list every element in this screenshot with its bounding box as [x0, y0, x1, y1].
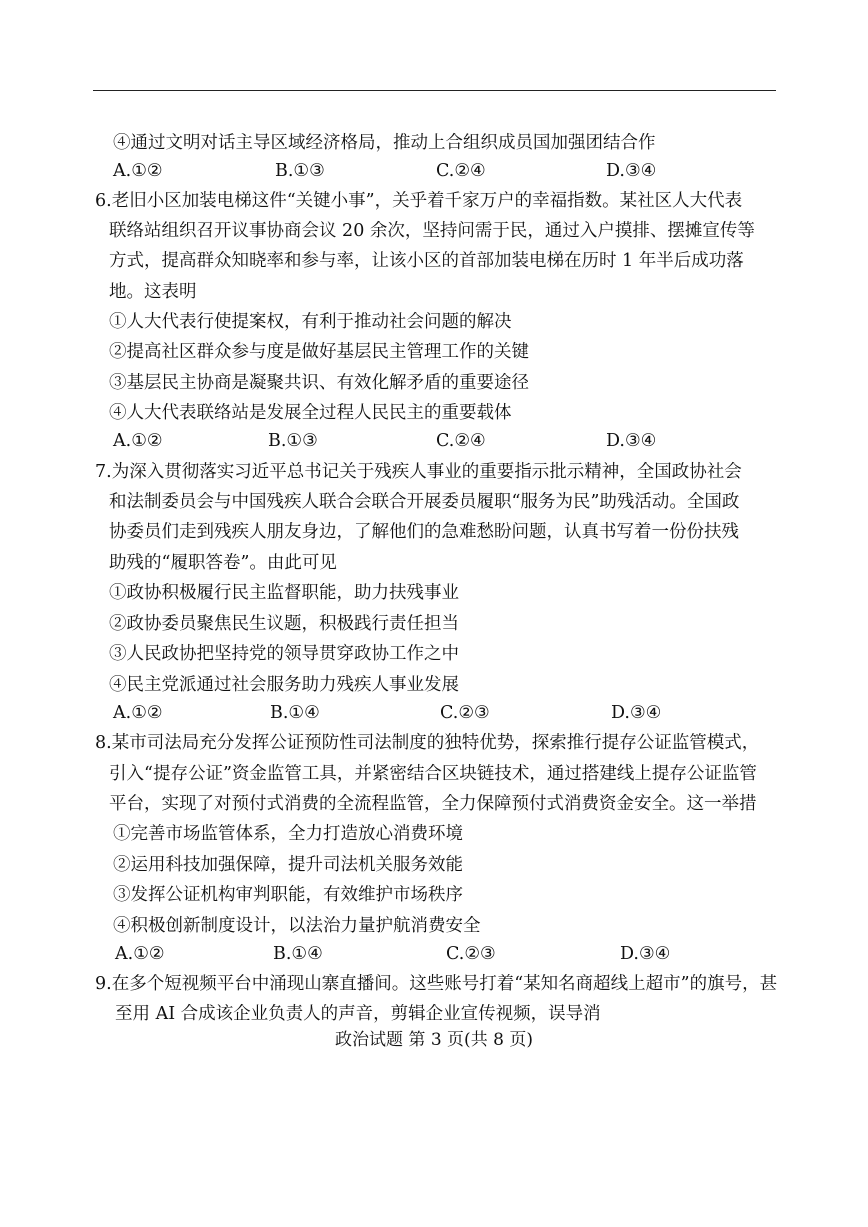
q8-item-3: ③发挥公证机构审判职能，有效维护市场秩序 — [113, 885, 463, 905]
q9-stem-line-2: 至用 AI 合成该企业负责人的声音，剪辑企业宣传视频，误导消 — [115, 1004, 601, 1024]
q6-item-1: ①人大代表行使提案权，有利于推动社会问题的解决 — [109, 312, 512, 332]
q6-stem-line-1: 6.老旧小区加装电梯这件“关键小事”，关乎着千家万户的幸福指数。某社区人大代表 — [95, 191, 743, 211]
q7-item-2: ②政协委员聚焦民生议题，积极践行责任担当 — [109, 614, 459, 634]
q8-option-d: D.③④ — [620, 944, 671, 964]
q6-stem-line-2: 联络站组织召开议事协商会议 20 余次，坚持问需于民，通过入户摸排、摆摊宣传等 — [109, 221, 755, 241]
q6-option-a: A.①② — [113, 431, 163, 451]
q6-stem-line-3: 方式，提高群众知晓率和参与率，让该小区的首部加装电梯在历时 1 年半后成功落 — [109, 251, 744, 271]
q6-option-d: D.③④ — [606, 431, 657, 451]
q5-option-c: C.②④ — [436, 161, 486, 181]
q8-item-1: ①完善市场监管体系，全力打造放心消费环境 — [113, 824, 463, 844]
q5-option-a: A.①② — [113, 161, 163, 181]
q8-stem-line-3: 平台，实现了对预付式消费的全流程监管，全力保障预付式消费资金安全。这一举措 — [109, 794, 757, 814]
q6-stem-line-4: 地。这表明 — [109, 282, 197, 302]
q7-item-4: ④民主党派通过社会服务助力残疾人事业发展 — [109, 675, 459, 695]
q5-item-4: ④通过文明对话主导区域经济格局，推动上合组织成员国加强团结合作 — [113, 133, 656, 153]
q8-item-2: ②运用科技加强保障，提升司法机关服务效能 — [113, 855, 463, 875]
header-rule — [93, 90, 776, 91]
q7-item-1: ①政协积极履行民主监督职能，助力扶残事业 — [109, 583, 459, 603]
q8-stem-line-1: 8.某市司法局充分发挥公证预防性司法制度的独特优势，探索推行提存公证监管模式， — [95, 733, 760, 753]
q6-option-b: B.①③ — [268, 431, 318, 451]
q7-option-c: C.②③ — [440, 703, 490, 723]
q6-item-4: ④人大代表联络站是发展全过程人民民主的重要载体 — [109, 403, 512, 423]
q6-item-2: ②提高社区群众参与度是做好基层民主管理工作的关键 — [109, 342, 529, 362]
q8-option-a: A.①② — [115, 944, 165, 964]
q7-option-a: A.①② — [113, 703, 163, 723]
q7-stem-line-1: 7.为深入贯彻落实习近平总书记关于残疾人事业的重要指示批示精神，全国政协社会 — [95, 462, 742, 482]
q9-stem-line-1: 9.在多个短视频平台中涌现山寨直播间。这些账号打着“某知名商超线上超市”的旗号，甚 — [95, 974, 778, 994]
q7-stem-line-2: 和法制委员会与中国残疾人联合会联合开展委员履职“服务为民”助残活动。全国政 — [109, 492, 740, 512]
q7-option-d: D.③④ — [611, 703, 662, 723]
q7-stem-line-4: 助残的“履职答卷”。由此可见 — [109, 553, 337, 573]
q5-option-d: D.③④ — [606, 161, 657, 181]
q5-option-b: B.①③ — [275, 161, 325, 181]
q6-option-c: C.②④ — [436, 431, 486, 451]
q8-option-c: C.②③ — [446, 944, 496, 964]
q7-option-b: B.①④ — [270, 703, 320, 723]
q8-item-4: ④积极创新制度设计，以法治力量护航消费安全 — [113, 916, 481, 936]
q7-item-3: ③人民政协把坚持党的领导贯穿政协工作之中 — [109, 644, 459, 664]
q8-option-b: B.①④ — [273, 944, 323, 964]
q7-stem-line-3: 协委员们走到残疾人朋友身边，了解他们的急难愁盼问题，认真书写着一份份扶残 — [109, 522, 739, 542]
q8-stem-line-2: 引入“提存公证”资金监管工具，并紧密结合区块链技术，通过搭建线上提存公证监管 — [109, 764, 757, 784]
page-footer: 政治试题 第 3 页(共 8 页) — [335, 1030, 533, 1050]
q6-item-3: ③基层民主协商是凝聚共识、有效化解矛盾的重要途径 — [109, 373, 529, 393]
